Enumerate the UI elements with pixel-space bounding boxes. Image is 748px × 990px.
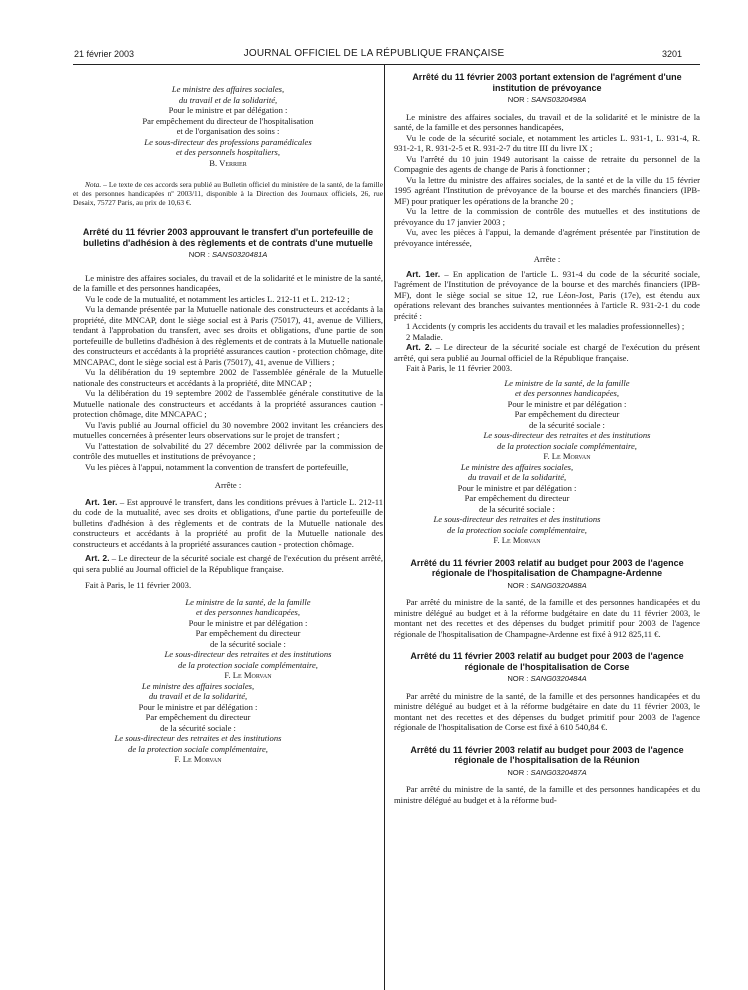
article-1 bbox=[73, 497, 383, 550]
signature-line: du travail et de la solidarité, bbox=[148, 691, 248, 701]
paragraph: Par arrêté du ministre de la santé, de la famille et des personnes handicapées et du ministre délégué au budget et à la réforme budgétaire en date du 11 février 2003, le montant net des recettes et des dépenses du budget primitif pour 2003 de l'agence régionale de l'hospitalisation de Champagne-Ardenne est fixé à 912 825,11 €. bbox=[394, 597, 700, 639]
nor-code: SANG0320487A bbox=[530, 767, 587, 777]
paragraph: Vu la lettre de la commission de contrôle des mutuelles et des institutions de prévoyance du 17 janvier 2003 ; bbox=[394, 206, 700, 227]
paragraph: Par arrêté du ministre de la santé, de la famille et des personnes handicapées et du ministre délégué au budget et à la réforme bud- bbox=[394, 784, 700, 805]
signature-line: du travail et de la solidarité, bbox=[178, 94, 278, 105]
left-column bbox=[73, 68, 383, 990]
signature-line: de la sécurité sociale : bbox=[479, 503, 555, 514]
nor-code: SANG0320488A bbox=[530, 580, 587, 590]
nor-label: NOR : bbox=[507, 95, 531, 104]
signature-line: du travail et de la solidarité, bbox=[467, 472, 567, 482]
article-label: Art. 1er. bbox=[85, 496, 118, 507]
signature-line: Par empêchement du directeur bbox=[464, 493, 570, 503]
signature-line: Le sous-directeur des retraites et des institutions bbox=[164, 649, 332, 659]
signature-line: Par empêchement du directeur de l'hospitalisation bbox=[142, 115, 314, 126]
right-column bbox=[394, 68, 700, 990]
done-at: Fait à Paris, le 11 février 2003. bbox=[85, 580, 192, 590]
nor-reference bbox=[73, 250, 383, 261]
signature-line: Par empêchement du directeur bbox=[195, 628, 301, 638]
nor-reference bbox=[394, 674, 700, 685]
signature-block bbox=[73, 597, 383, 681]
column-divider bbox=[384, 64, 385, 990]
nor-reference bbox=[394, 95, 700, 106]
article-text: – En application de l'article L. 931-4 du code de la sécurité sociale, l'agrément de l'Institution de prévoyance de la bourse et des marchés financiers (IPB-MF), dont le siège social se situe 12, rue Léon-Jost, Paris (17e), est étendu aux opérations relevant des branches suivantes mentionnées à l'article R. 931-2-1 du code précité : bbox=[394, 268, 700, 321]
signature-line: Le sous-directeur des retraites et des institutions bbox=[114, 733, 282, 743]
signatory-name: F. Le Morvan bbox=[174, 754, 222, 764]
decree-title: Arrêté du 11 février 2003 relatif au budget pour 2003 de l'agence régionale de l'hospitalisation de Champagne-Ardenne bbox=[410, 557, 684, 578]
nor-code: SANS0320498A bbox=[530, 95, 587, 104]
list-item: 1 Accidents (y compris les accidents du travail et les maladies professionnelles) ; bbox=[406, 321, 685, 331]
header-rule bbox=[73, 64, 700, 65]
page-number: 3201 bbox=[661, 49, 682, 59]
nor-reference bbox=[394, 768, 700, 779]
signature-line: Le ministre de la santé, de la famille bbox=[504, 377, 630, 388]
decree-title: Arrêté du 11 février 2003 relatif au budget pour 2003 de l'agence régionale de l'hospitalisation de la Réunion bbox=[410, 744, 684, 765]
signature-line: de la sécurité sociale : bbox=[210, 638, 286, 649]
article-label: Art. 2. bbox=[85, 553, 110, 563]
article-1 bbox=[394, 269, 700, 322]
signature-line: Pour le ministre et par délégation : bbox=[138, 701, 258, 712]
paragraph: Vu le code de la mutualité, et notamment les articles L. 212-11 et L. 212-12 ; bbox=[85, 293, 350, 304]
paragraph: Vu la délibération du 19 septembre 2002 de l'assemblée générale constitutive de la Mutuelle nationale des constructeurs et accédants à la propriété assurances caution - protection chômage, dite MNCAPAC ; bbox=[73, 388, 383, 419]
done-at: Fait à Paris, le 11 février 2003. bbox=[406, 363, 513, 373]
page-header bbox=[0, 0, 748, 64]
signature-block bbox=[394, 462, 700, 546]
paragraph: Vu le code de la sécurité sociale, et notamment les articles L. 931-1, L. 931-4, R. 931-2-1, R. 931-2-5 et R. 931-2-7 du titre III du livre IX ; bbox=[394, 132, 700, 153]
signature-block bbox=[73, 681, 383, 765]
signature-line: Le sous-directeur des retraites et des institutions bbox=[433, 514, 601, 524]
signature-line: et des personnels hospitaliers, bbox=[175, 147, 281, 157]
signature-block-top bbox=[73, 84, 383, 168]
paragraph: Vu les pièces à l'appui, notamment la convention de transfert de portefeuille, bbox=[85, 461, 349, 472]
paragraph: Vu la demande présentée par la Mutuelle nationale des constructeurs et accédants à la propriété, dite MNCAP, dont le siège social est à Paris (75017), 41, avenue de Villiers, tendant à l'approbation du transfert, avec ses droits et obligations, d'une partie de son portefeuille de bulletins d'adhésion à des règlements et de contrats à la Mutuelle nationale des constructeurs et accédants à la propriété assurances caution - protection chômage, dite MNCAPAC, dont le siège social est à Paris (75017), 41, avenue de Villiers ; bbox=[73, 304, 383, 367]
signature-line: Pour le ministre et par délégation : bbox=[188, 617, 308, 628]
signature-line: Pour le ministre et par délégation : bbox=[457, 482, 577, 493]
signature-line: Par empêchement du directeur bbox=[514, 409, 620, 419]
decree-title: Arrêté du 11 février 2003 approuvant le transfert d'un portefeuille de bulletins d'adhésion à des règlements et de contrats d'une mutuelle bbox=[82, 227, 374, 248]
nor-label: NOR : bbox=[507, 674, 531, 683]
signature-line: Le ministre de la santé, de la famille bbox=[185, 596, 311, 607]
signature-line: Le ministre des affaires sociales, bbox=[171, 84, 285, 94]
arrete-heading: Arrête : bbox=[533, 254, 561, 264]
nota-label: Nota. bbox=[85, 180, 102, 189]
paragraph: Vu l'attestation de solvabilité du 27 décembre 2002 délivrée par la commission de contrôle des mutuelles et institutions de prévoyance ; bbox=[73, 440, 383, 461]
signatory-name: F. Le Morvan bbox=[224, 670, 272, 680]
paragraph: Le ministre des affaires sociales, du travail et de la solidarité et le ministre de la santé, de la famille et des personnes handicapées, bbox=[394, 111, 700, 132]
signatory-name: F. Le Morvan bbox=[493, 535, 541, 545]
signature-line: et de l'organisation des soins : bbox=[176, 126, 280, 136]
journal-title: JOURNAL OFFICIEL DE LA RÉPUBLIQUE FRANÇAISE bbox=[243, 48, 505, 59]
paragraph: Vu l'avis publié au Journal officiel du 30 novembre 2002 invitant les créanciers des mutuelles concernées à présenter leurs observations sur le projet de transfert ; bbox=[73, 419, 383, 440]
article-text: – Est approuvé le transfert, dans les conditions prévues à l'article L. 212-11 du code de la mutualité, avec ses droits et obligations, d'une partie du portefeuille de bulletins d'adhésion à des règlements et de contrats de la Mutuelle nationale des constructeurs et accédants à la propriété au profit de la Mutuelle nationale des constructeurs et accédants à la propriété assurances caution - protection chômage. bbox=[73, 496, 383, 549]
signature-line: de la protection sociale complémentaire, bbox=[178, 659, 318, 670]
nor-code: SANG0320484A bbox=[530, 674, 587, 683]
nor-label: NOR : bbox=[507, 767, 531, 777]
list-item: 2 Maladie. bbox=[406, 331, 443, 342]
signature-line: de la sécurité sociale : bbox=[529, 419, 605, 430]
signature-line: et des personnes handicapées, bbox=[514, 388, 620, 398]
signature-line: Le ministre des affaires sociales, bbox=[460, 461, 574, 472]
decree-title: Arrêté du 11 février 2003 portant extension de l'agrément d'une institution de prévoyance bbox=[412, 72, 682, 93]
paragraph: Vu la lettre du ministre des affaires sociales, de la santé et de la ville du 15 février 1995 agréant l'Institution de prévoyance de la bourse et des marchés financiers (IPB-MF) pour pratiquer les opérations de la branche 20 ; bbox=[394, 174, 700, 206]
signature-line: de la protection sociale complémentaire, bbox=[447, 524, 587, 535]
paragraph: Vu la délibération du 19 septembre 2002 de l'assemblée générale de la Mutuelle nationale des constructeurs et accédants à la propriété, dite MNCAP ; bbox=[73, 367, 383, 388]
signature-line: de la sécurité sociale : bbox=[160, 722, 236, 733]
nota-paragraph bbox=[73, 180, 383, 207]
signature-line: Le sous-directeur des professions paramédicales bbox=[144, 136, 312, 147]
nota-text: – Le texte de ces accords sera publié au Bulletin officiel du ministère de la santé, de la famille et des personnes handicapées nº 2003/11, disponible à la Direction des Journaux officiels, 26, rue Desaix, 75727 Paris, au prix de 10,63 €. bbox=[73, 180, 383, 207]
paragraph: Vu l'arrêté du 10 juin 1949 autorisant la caisse de retraite du personnel de la Compagnie des agents de change de Paris à fonctionner ; bbox=[394, 153, 700, 174]
nor-label: NOR : bbox=[188, 250, 212, 259]
signature-line: Par empêchement du directeur bbox=[145, 712, 251, 722]
nor-label: NOR : bbox=[507, 580, 531, 590]
article-label: Art. 1er. bbox=[406, 268, 441, 279]
paragraph: Vu, avec les pièces à l'appui, la demande d'agrément présentée par l'institution de prévoyance intéressée, bbox=[394, 227, 700, 248]
signature-block bbox=[394, 378, 700, 462]
article-label: Art. 2. bbox=[406, 342, 432, 352]
decree-title: Arrêté du 11 février 2003 relatif au budget pour 2003 de l'agence régionale de l'hospitalisation de Corse bbox=[410, 651, 684, 672]
signature-line: Pour le ministre et par délégation : bbox=[168, 105, 288, 115]
nor-code: SANS0320481A bbox=[211, 250, 268, 259]
signature-line: de la protection sociale complémentaire, bbox=[128, 743, 268, 754]
paragraph: Par arrêté du ministre de la santé, de la famille et des personnes handicapées et du ministre délégué au budget et à la réforme budgétaire en date du 11 février 2003, le montant net des recettes et des dépenses du budget primitif pour 2003 de l'agence régionale de l'hospitalisation de Corse est fixé à 610 540,84 €. bbox=[394, 690, 700, 732]
signatory-name: B. Verrier bbox=[209, 157, 247, 168]
signature-line: Le ministre des affaires sociales, bbox=[141, 680, 255, 691]
signature-line: de la protection sociale complémentaire, bbox=[497, 440, 637, 451]
header-date: 21 février 2003 bbox=[74, 49, 135, 59]
signature-line: et des personnes handicapées, bbox=[195, 607, 301, 617]
arrete-heading: Arrête : bbox=[214, 480, 242, 490]
nor-reference bbox=[394, 581, 700, 592]
article-text: – Le directeur de la sécurité sociale est chargé de l'exécution du présent arrêté, qui sera publié au Journal officiel de la République française. bbox=[73, 553, 383, 574]
article-2 bbox=[73, 553, 383, 574]
article-2 bbox=[394, 342, 700, 363]
signature-line: Le sous-directeur des retraites et des institutions bbox=[483, 430, 651, 440]
signatory-name: F. Le Morvan bbox=[543, 451, 591, 461]
paragraph: Le ministre des affaires sociales, du travail et de la solidarité et le ministre de la santé, de la famille et des personnes handicapées, bbox=[73, 272, 383, 293]
signature-line: Pour le ministre et par délégation : bbox=[507, 398, 627, 409]
article-text: – Le directeur de la sécurité sociale est chargé de l'exécution du présent arrêté, qui sera publié au Journal officiel de la République française. bbox=[394, 342, 701, 363]
